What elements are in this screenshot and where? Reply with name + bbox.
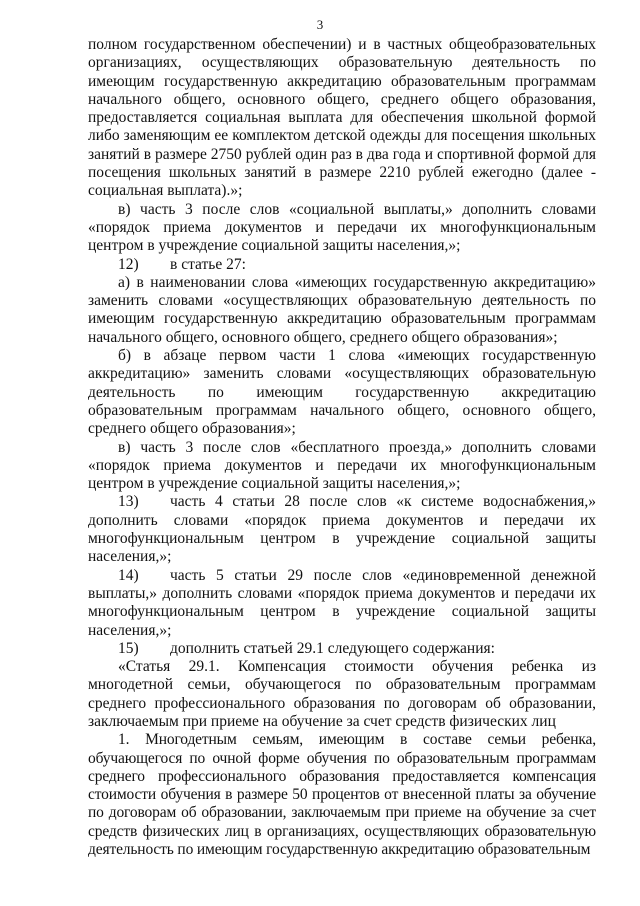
paragraph-subitem-b: б) в абзаце первом части 1 слова «имеющих государственную аккредитацию» заменить словами «осуществляющих образовательную деятельность по имеющим государственную аккредитацию образовательным программам начального общего, основного общего, среднего общего образования»; [88, 347, 596, 438]
item-text: в статье 27: [170, 255, 246, 273]
document-body [88, 36, 596, 859]
paragraph-subitem-v-part3: в) часть 3 после слов «социальной выплаты,» дополнить словами «порядок приема документов и передачи их многофункциональным центром в учреждение социальной защиты населения,»; [88, 200, 596, 255]
paragraph-continuation: полном государственном обеспечении) и в частных общеобразовательных организациях, осуществляющих образовательную деятельность по имеющим государственную аккредитацию образовательным программам начального общего, основного общего, среднего общего образования, предоставляется социальная выплата для обеспечения школьной формой либо заменяющим ее комплектом детской одежды для посещения школьных занятий в размере 2750 рублей один раз в два года и спортивной формой для посещения школьных занятий в размере 2210 рублей ежегодно (далее - социальная выплата).»; [88, 36, 596, 200]
item-number: 12) [118, 255, 139, 273]
item-text: часть 4 статьи 28 после слов «к системе водоснабжения,» дополнить словами «порядок приема документов и передачи их многофункциональным центром в учреждение социальной защиты населения,»; [88, 493, 596, 566]
paragraph-subitem-v: в) часть 3 после слов «бесплатного проезда,» дополнить словами «порядок приема документов и передачи их многофункциональным центром в учреждение социальной защиты населения,»; [88, 438, 596, 493]
page-number: 3 [316, 17, 324, 32]
list-item-14 [88, 567, 596, 640]
item-text: дополнить статьей 29.1 следующего содержания: [170, 639, 495, 657]
item-number: 14) [118, 566, 139, 584]
item-number: 13) [118, 493, 139, 511]
list-item-13 [88, 493, 596, 566]
paragraph-subitem-a: а) в наименовании слова «имеющих государственную аккредитацию» заменить словами «осуществляющих образовательную деятельность по имеющим государственную аккредитацию образовательным программам начального общего, основного общего, среднего общего образования»; [88, 273, 596, 346]
item-text: часть 5 статьи 29 после слов «единовременной денежной выплаты,» дополнить словами «порядок приема документов и передачи их многофункциональным центром в учреждение социальной защиты населения,»; [88, 566, 596, 639]
article-29-1-clause-1: 1. Многодетным семьям, имеющим в составе семьи ребенка, обучающегося по очной форме обучения по образовательным программам среднего профессионального образования предоставляется компенсация стоимости обучения в размере 50 процентов от внесенной платы за обучение по договорам об образовании, заключаемым при приеме на обучение за счет средств физических лиц в организациях, осуществляющих образовательную деятельность по имеющим государственную аккредитацию образовательным [88, 731, 596, 859]
list-item-12 [88, 256, 596, 274]
list-item-15 [88, 640, 596, 658]
item-number: 15) [118, 639, 139, 657]
article-29-1-heading: «Статья 29.1. Компенсация стоимости обучения ребенка из многодетной семьи, обучающегося по образовательным программам среднего профессионального образования по договорам об образовании, заключаемым при приеме на обучение за счет средств физических лиц [88, 658, 596, 730]
